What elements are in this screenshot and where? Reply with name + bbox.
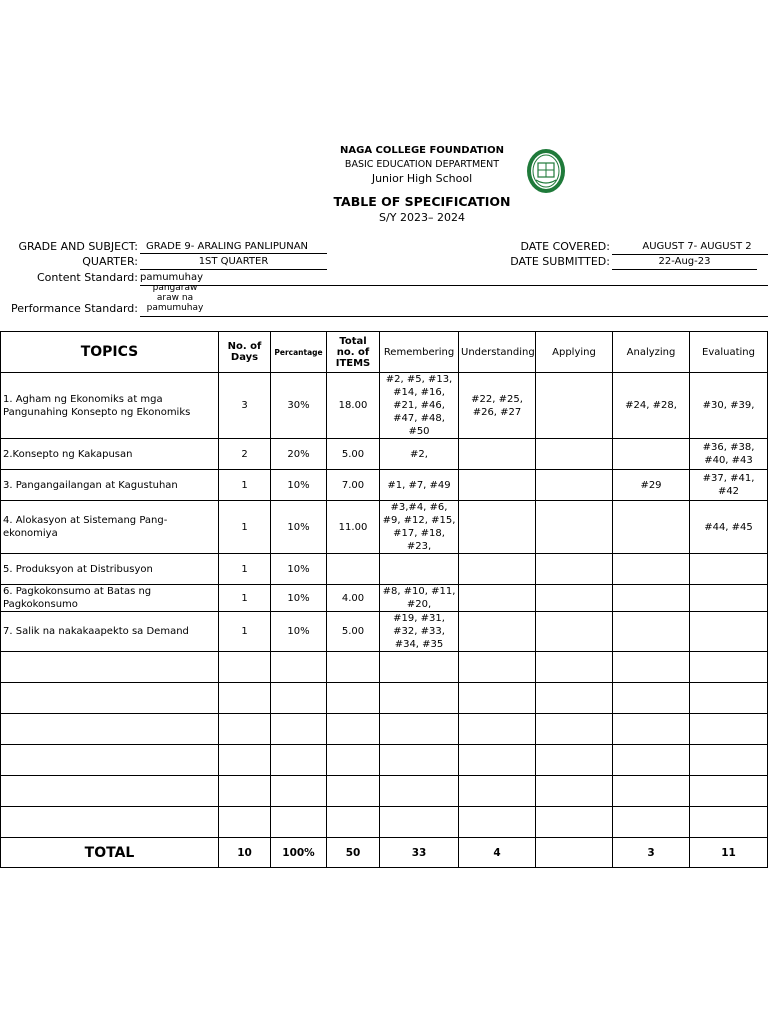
cell-empty (536, 807, 613, 838)
quarter-label: QUARTER: (82, 255, 138, 268)
content-standard-value: pamumuhay (140, 272, 768, 286)
cell-items: 4.00 (327, 585, 380, 612)
cell-items: 5.00 (327, 439, 380, 470)
cell-empty (380, 714, 459, 745)
date-submitted-value: 22-Aug-23 (612, 256, 757, 270)
cell-empty (327, 714, 380, 745)
date-submitted-label: DATE SUBMITTED: (510, 255, 610, 268)
cell-evaluating: #30, #39, (690, 373, 768, 439)
date-covered-value: AUGUST 7- AUGUST 2 (612, 241, 768, 255)
cell-empty (271, 652, 327, 683)
cell-evaluating: #36, #38, #40, #43 (690, 439, 768, 470)
table-row (1, 373, 768, 439)
cell-empty (613, 652, 690, 683)
cell-analyzing (613, 439, 690, 470)
cell-empty (271, 807, 327, 838)
cell-empty (613, 776, 690, 807)
header-topics: TOPICS (1, 332, 219, 373)
cell-percent: 10% (271, 501, 327, 554)
cell-empty (536, 714, 613, 745)
cell-empty (219, 714, 271, 745)
cell-empty (271, 776, 327, 807)
cell-empty (219, 776, 271, 807)
cell-empty (690, 745, 768, 776)
cell-percent: 30% (271, 373, 327, 439)
cell-days: 2 (219, 439, 271, 470)
performance-standard-line: araw na (156, 293, 194, 303)
date-covered-label: DATE COVERED: (520, 240, 610, 253)
cell-days: 1 (219, 554, 271, 585)
cell-topic: 7. Salik na nakakaapekto sa Demand (1, 612, 219, 652)
table-row (1, 470, 768, 501)
cell-empty (327, 776, 380, 807)
cell-empty (327, 807, 380, 838)
cell-understanding (459, 612, 536, 652)
cell-analyzing (613, 554, 690, 585)
cell-empty (1, 714, 219, 745)
total-understanding: 4 (459, 838, 536, 868)
header-percentage: Percantage (271, 332, 327, 373)
cell-empty (327, 683, 380, 714)
cell-empty (219, 807, 271, 838)
total-percent: 100% (271, 838, 327, 868)
cell-evaluating: #37, #41, #42 (690, 470, 768, 501)
table-row-empty (1, 714, 768, 745)
cell-analyzing (613, 612, 690, 652)
cell-empty (613, 807, 690, 838)
cell-empty (1, 745, 219, 776)
cell-applying (536, 585, 613, 612)
cell-remembering: #1, #7, #49 (380, 470, 459, 501)
document-title: TABLE OF SPECIFICATION (333, 194, 511, 209)
cell-analyzing (613, 501, 690, 554)
cell-percent: 20% (271, 439, 327, 470)
cell-empty (219, 745, 271, 776)
table-row (1, 612, 768, 652)
school-seal-logo (526, 148, 566, 194)
cell-understanding (459, 554, 536, 585)
cell-items: 5.00 (327, 612, 380, 652)
school-year: S/Y 2023– 2024 (379, 211, 465, 224)
cell-empty (271, 714, 327, 745)
cell-empty (690, 714, 768, 745)
cell-empty (1, 807, 219, 838)
cell-empty (459, 683, 536, 714)
table-row-empty (1, 745, 768, 776)
total-items: 50 (327, 838, 380, 868)
cell-empty (459, 776, 536, 807)
cell-empty (327, 745, 380, 776)
total-evaluating: 11 (690, 838, 768, 868)
cell-topic: 4. Alokasyon at Sistemang Pang-ekonomiya (1, 501, 219, 554)
cell-percent: 10% (271, 470, 327, 501)
cell-remembering: #3,#4, #6, #9, #12, #15, #17, #18, #23, (380, 501, 459, 554)
cell-analyzing: #29 (613, 470, 690, 501)
content-standard-label: Content Standard: (37, 271, 138, 284)
performance-standard-value (140, 283, 768, 317)
cell-understanding (459, 501, 536, 554)
cell-applying (536, 373, 613, 439)
cell-topic: 1. Agham ng Ekonomiks at mga Pangunahing Konsepto ng Ekonomiks (1, 373, 219, 439)
cell-empty (380, 745, 459, 776)
cell-empty (536, 683, 613, 714)
cell-empty (380, 652, 459, 683)
cell-empty (459, 714, 536, 745)
cell-remembering: #2, #5, #13, #14, #16, #21, #46, #47, #48, #50 (380, 373, 459, 439)
total-applying (536, 838, 613, 868)
cell-understanding (459, 439, 536, 470)
cell-empty (271, 745, 327, 776)
header-applying: Applying (536, 332, 613, 373)
cell-applying (536, 439, 613, 470)
cell-evaluating (690, 612, 768, 652)
cell-empty (219, 652, 271, 683)
table-row (1, 439, 768, 470)
total-analyzing: 3 (613, 838, 690, 868)
cell-empty (613, 714, 690, 745)
cell-percent: 10% (271, 554, 327, 585)
total-label: TOTAL (1, 838, 219, 868)
performance-standard-line: pamumuhay (146, 303, 204, 313)
header-total-items: Total no. of ITEMS (327, 332, 380, 373)
cell-percent: 10% (271, 585, 327, 612)
cell-applying (536, 470, 613, 501)
cell-applying (536, 554, 613, 585)
cell-items: 11.00 (327, 501, 380, 554)
cell-empty (1, 652, 219, 683)
cell-percent: 10% (271, 612, 327, 652)
cell-empty (613, 683, 690, 714)
quarter-value: 1ST QUARTER (140, 256, 327, 270)
grade-subject-value: GRADE 9- ARALING PANLIPUNAN (140, 241, 327, 254)
cell-empty (219, 683, 271, 714)
cell-empty (690, 807, 768, 838)
cell-days: 1 (219, 470, 271, 501)
table-row (1, 554, 768, 585)
total-remembering: 33 (380, 838, 459, 868)
cell-remembering: #19, #31, #32, #33, #34, #35 (380, 612, 459, 652)
performance-standard-line: pangaraw (152, 283, 198, 293)
cell-items: 7.00 (327, 470, 380, 501)
table-row (1, 585, 768, 612)
table-row-empty (1, 807, 768, 838)
cell-analyzing (613, 585, 690, 612)
cell-empty (327, 652, 380, 683)
school-name: NAGA COLLEGE FOUNDATION (340, 145, 504, 156)
header-days: No. of Days (219, 332, 271, 373)
cell-empty (380, 683, 459, 714)
cell-applying (536, 612, 613, 652)
school-level: Junior High School (371, 172, 473, 185)
table-row-empty (1, 776, 768, 807)
header-analyzing: Analyzing (613, 332, 690, 373)
cell-remembering: #2, (380, 439, 459, 470)
cell-days: 1 (219, 585, 271, 612)
cell-empty (1, 776, 219, 807)
cell-understanding (459, 585, 536, 612)
cell-days: 3 (219, 373, 271, 439)
cell-understanding (459, 470, 536, 501)
cell-empty (690, 652, 768, 683)
cell-remembering (380, 554, 459, 585)
header-understanding: Understanding (459, 332, 536, 373)
cell-empty (690, 776, 768, 807)
header-remembering: Remembering (380, 332, 459, 373)
table-of-specification (0, 331, 768, 868)
cell-understanding: #22, #25, #26, #27 (459, 373, 536, 439)
cell-empty (690, 683, 768, 714)
cell-topic: 6. Pagkokonsumo at Batas ng Pagkokonsumo (1, 585, 219, 612)
cell-remembering: #8, #10, #11, #20, (380, 585, 459, 612)
cell-empty (459, 652, 536, 683)
cell-empty (380, 807, 459, 838)
grade-subject-label: GRADE AND SUBJECT: (18, 240, 138, 253)
department-name: BASIC EDUCATION DEPARTMENT (344, 159, 500, 170)
cell-empty (380, 776, 459, 807)
cell-days: 1 (219, 612, 271, 652)
cell-topic: 5. Produksyon at Distribusyon (1, 554, 219, 585)
cell-empty (459, 745, 536, 776)
cell-applying (536, 501, 613, 554)
header-evaluating: Evaluating (690, 332, 768, 373)
cell-empty (613, 745, 690, 776)
cell-items (327, 554, 380, 585)
cell-topic: 3. Pangangailangan at Kagustuhan (1, 470, 219, 501)
performance-standard-label: Performance Standard: (11, 302, 138, 315)
cell-analyzing: #24, #28, (613, 373, 690, 439)
total-row (1, 838, 768, 868)
total-days: 10 (219, 838, 271, 868)
cell-evaluating: #44, #45 (690, 501, 768, 554)
cell-empty (536, 652, 613, 683)
table-row-empty (1, 652, 768, 683)
table-row (1, 501, 768, 554)
cell-empty (459, 807, 536, 838)
cell-empty (1, 683, 219, 714)
cell-days: 1 (219, 501, 271, 554)
cell-topic: 2.Konsepto ng Kakapusan (1, 439, 219, 470)
cell-evaluating (690, 554, 768, 585)
cell-empty (536, 745, 613, 776)
cell-empty (271, 683, 327, 714)
cell-items: 18.00 (327, 373, 380, 439)
cell-evaluating (690, 585, 768, 612)
cell-empty (536, 776, 613, 807)
table-header-row (1, 332, 768, 373)
table-row-empty (1, 683, 768, 714)
